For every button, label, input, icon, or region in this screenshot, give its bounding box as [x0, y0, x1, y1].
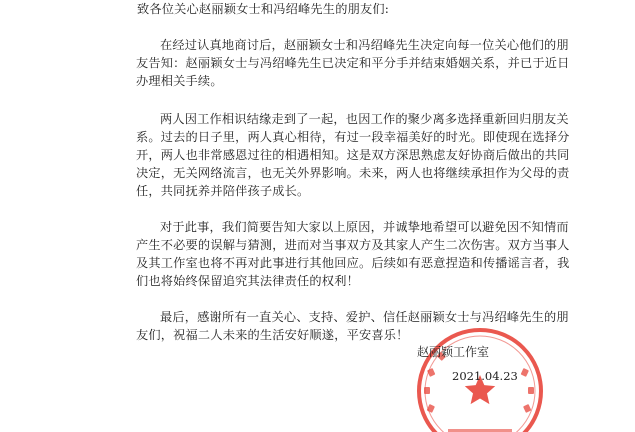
paragraph-1-line-3: 办理相关手续。 [136, 74, 223, 88]
signature-date: 2021.04.23 [452, 369, 518, 383]
paragraph-2-line-2: 系。过去的日子里，两人真心相待，有过一段幸福美好的时光。即使现在选择分 [136, 130, 570, 144]
paragraph-3-line-1: 对于此事，我们简要告知大家以上原因，并诚挚地希望可以避免因不知情而 [160, 220, 569, 234]
paragraph-1-line-1: 在经过认真地商讨后，赵丽颖女士和冯绍峰先生决定向每一位关心他们的朋 [160, 38, 569, 52]
paragraph-2-line-3: 开，两人也非常感恩过往的相遇相知。这是双方深思熟虑友好协商后做出的共同 [136, 148, 570, 162]
paragraph-3-line-3: 及其工作室也将不再对此事进行其他回应。后续如有恶意捏造和传播谣言者，我 [136, 256, 570, 270]
paragraph-2-line-4: 决定，无关网络流言，也无关外界影响。未来，两人也将继续承担作为父母的责 [136, 166, 570, 180]
paragraph-3-line-4: 们也将始终保留追究其法律责任的权利！ [136, 274, 359, 288]
signature-org: 赵丽颖工作室 [417, 345, 490, 359]
salutation: 致各位关心赵丽颖女士和冯绍峰先生的朋友们: [137, 2, 390, 16]
paragraph-4-line-2: 友们，祝福二人未来的生活安好顺遂，平安喜乐！ [136, 328, 409, 342]
paragraph-2-line-1: 两人因工作相识结缘走到了一起，也因工作的聚少离多选择重新回归朋友关 [160, 112, 569, 126]
paragraph-2-line-5: 任，共同抚养并陪伴孩子成长。 [136, 184, 310, 198]
paragraph-4-line-1: 最后，感谢所有一直关心、支持、爱护、信任赵丽颖女士与冯绍峰先生的朋 [160, 310, 569, 324]
paragraph-3-line-2: 产生不必要的误解与猜测，进而对当事双方及其家人产生二次伤害。双方当事人 [136, 238, 570, 252]
paragraph-1-line-2: 友告知：赵丽颖女士与冯绍峰先生已决定和平分手并结束婚姻关系，并已于近日 [136, 56, 570, 70]
